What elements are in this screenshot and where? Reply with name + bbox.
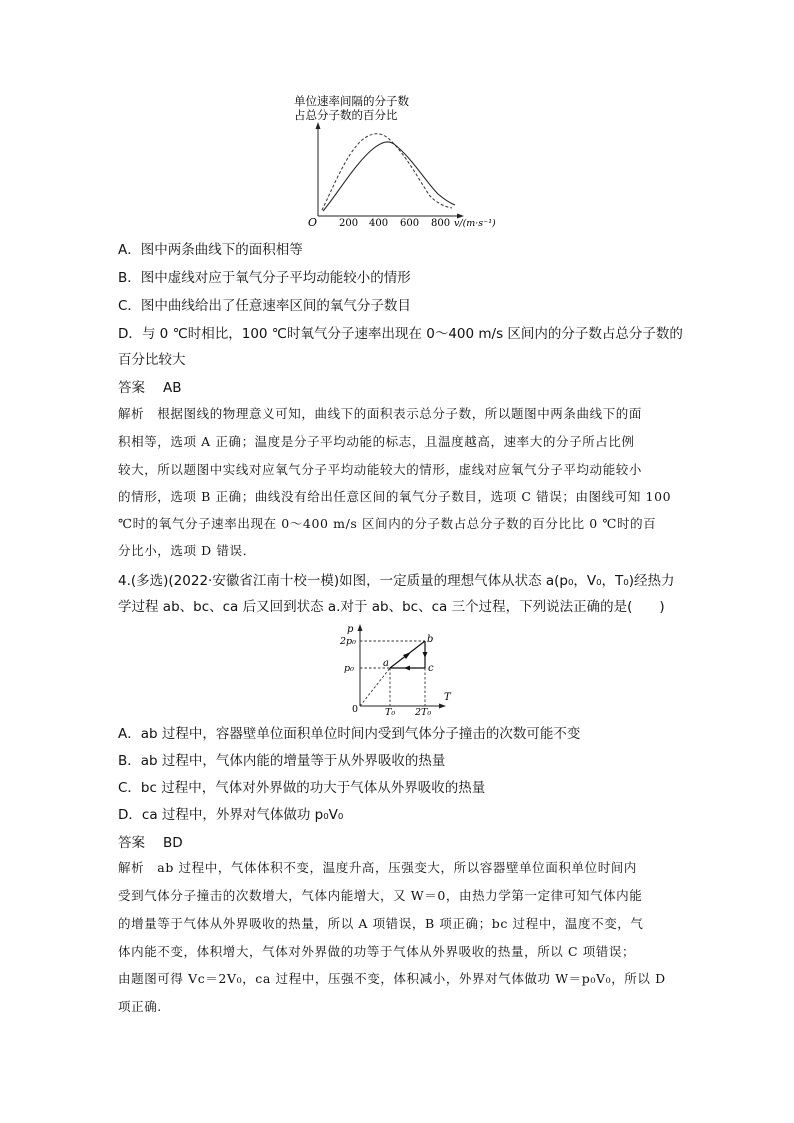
pt-point-a: a	[383, 658, 389, 669]
q4-explanation-line4: 体内能不变，体积增大，气体对外界做的功等于气体从外界吸收的热量，所以 C 项错误；	[118, 944, 636, 959]
q4-option-d: D．ca 过程中，外界对气体做功 p₀V₀	[118, 807, 344, 823]
q3-option-b: B．图中虚线对应于氧气分子平均动能较小的情形	[118, 270, 411, 286]
q3-explanation-line2: 积相等，选项 A 正确；温度是分子平均动能的标志，且温度越高，速率大的分子所占比例	[118, 434, 635, 449]
pt-label-p0: p₀	[344, 663, 354, 674]
figure1-ylabel-line2: 占总分子数的百分比	[294, 108, 398, 122]
pt-label-2p0: 2p₀	[340, 636, 356, 647]
q3-option-c: C．图中曲线给出了任意速率区间的氧气分子数目	[118, 298, 411, 314]
pt-origin: 0	[352, 704, 359, 715]
figure1-xtick-800: 800	[431, 218, 451, 229]
q4-explanation-line1: 解析 ab 过程中，气体体积不变，温度升高，压强变大，所以容器壁单位面积单位时间内	[118, 860, 638, 875]
process-bc-arrow	[423, 652, 428, 658]
q4-stem-line2: 学过程 ab、bc、ca 后又回到状态 a.对于 ab、bc、ca 三个过程，下列说法正确的是( )	[118, 599, 665, 615]
q3-explanation-line5: ℃时的氧气分子速率出现在 0～400 m/s 区间内的分子数占总分子数的百分比比 0 ℃时的百	[118, 516, 657, 531]
dashed-curve	[322, 134, 452, 210]
q3-explanation-line3: 较大，所以题图中实线对应氧气分子平均动能较大的情形，虚线对应氧气分子平均动能较小	[118, 462, 643, 477]
q3-answer-value: AB	[163, 380, 182, 396]
figure1-xlabel: v/(m·s⁻¹)	[454, 218, 496, 229]
pt-xlabel: T	[444, 692, 451, 703]
q3-option-a: A．图中两条曲线下的面积相等	[118, 242, 303, 258]
pt-y-arrow	[358, 624, 363, 631]
q4-stem-line1: 4.(多选)(2022·安徽省江南十校一模)如图，一定质量的理想气体从状态 a(p₀，V₀，T₀)经热力	[118, 573, 675, 589]
pt-label-2T0: 2T₀	[415, 707, 432, 716]
q4-explanation-line3: 的增量等于气体从外界吸收的热量，所以 A 项错误，B 项正确；bc 过程中，温度不变，气	[118, 916, 644, 931]
process-ca-arrow	[404, 666, 410, 671]
q3-answer	[118, 376, 182, 396]
figure1-xtick-600: 600	[400, 218, 420, 229]
q4-answer	[118, 831, 183, 851]
q4-answer-label: 答案	[118, 835, 145, 851]
process-ab-arrow	[403, 652, 411, 659]
q3-option-d-line1: D．与 0 ℃时相比，100 ℃时氧气分子速率出现在 0～400 m/s 区间内的分子数占总分子数的	[118, 326, 683, 342]
pt-x-arrow	[439, 704, 446, 709]
q4-option-c: C．bc 过程中，气体对外界做的功大于气体从外界吸收的热量	[118, 780, 486, 796]
pt-label-T0: T₀	[385, 707, 396, 716]
pt-point-b: b	[427, 634, 434, 645]
speed-distribution-figure	[290, 92, 510, 232]
pt-ylabel: p	[347, 624, 354, 635]
figure1-ylabel-line1: 单位速率间隔的分子数	[294, 94, 409, 108]
figure1-y-arrow	[316, 122, 321, 129]
q4-option-a: A．ab 过程中，容器壁单位面积单位时间内受到气体分子撞击的次数可能不变	[118, 726, 581, 742]
figure1-xtick-400: 400	[369, 218, 389, 229]
p-t-diagram	[338, 618, 458, 716]
q3-explanation-line4: 的情形，选项 B 正确；曲线没有给出任意区间的氧气分子数目，选项 C 错误；由图线可知 100	[118, 489, 672, 504]
pt-point-c: c	[428, 663, 434, 674]
q4-explanation-line6: 项正确.	[118, 999, 162, 1014]
q4-explanation-line5: 由题图可得 Vc＝2V₀，ca 过程中，压强不变，体积减小，外界对气体做功 W＝p₀V₀，所以 D	[118, 971, 666, 986]
q3-answer-label: 答案	[118, 380, 145, 396]
q3-explanation-line6: 分比小，选项 D 错误．	[118, 543, 256, 558]
q4-explanation-line2: 受到气体分子撞击的次数增大，气体内能增大，又 W＝0，由热力学第一定律可知气体内能	[118, 888, 643, 903]
q4-answer-value: BD	[163, 835, 183, 851]
q3-option-d-line2: 百分比较大	[118, 352, 186, 368]
figure1-xtick-200: 200	[339, 218, 359, 229]
figure1-origin: O	[308, 216, 318, 229]
pt-guide-origin-line	[360, 668, 390, 706]
q3-explanation-line1: 解析 根据图线的物理意义可知，曲线下的面积表示总分子数，所以题图中两条曲线下的面	[118, 406, 643, 421]
solid-curve	[323, 142, 455, 211]
q4-option-b: B．ab 过程中，气体内能的增量等于从外界吸收的热量	[118, 753, 446, 769]
